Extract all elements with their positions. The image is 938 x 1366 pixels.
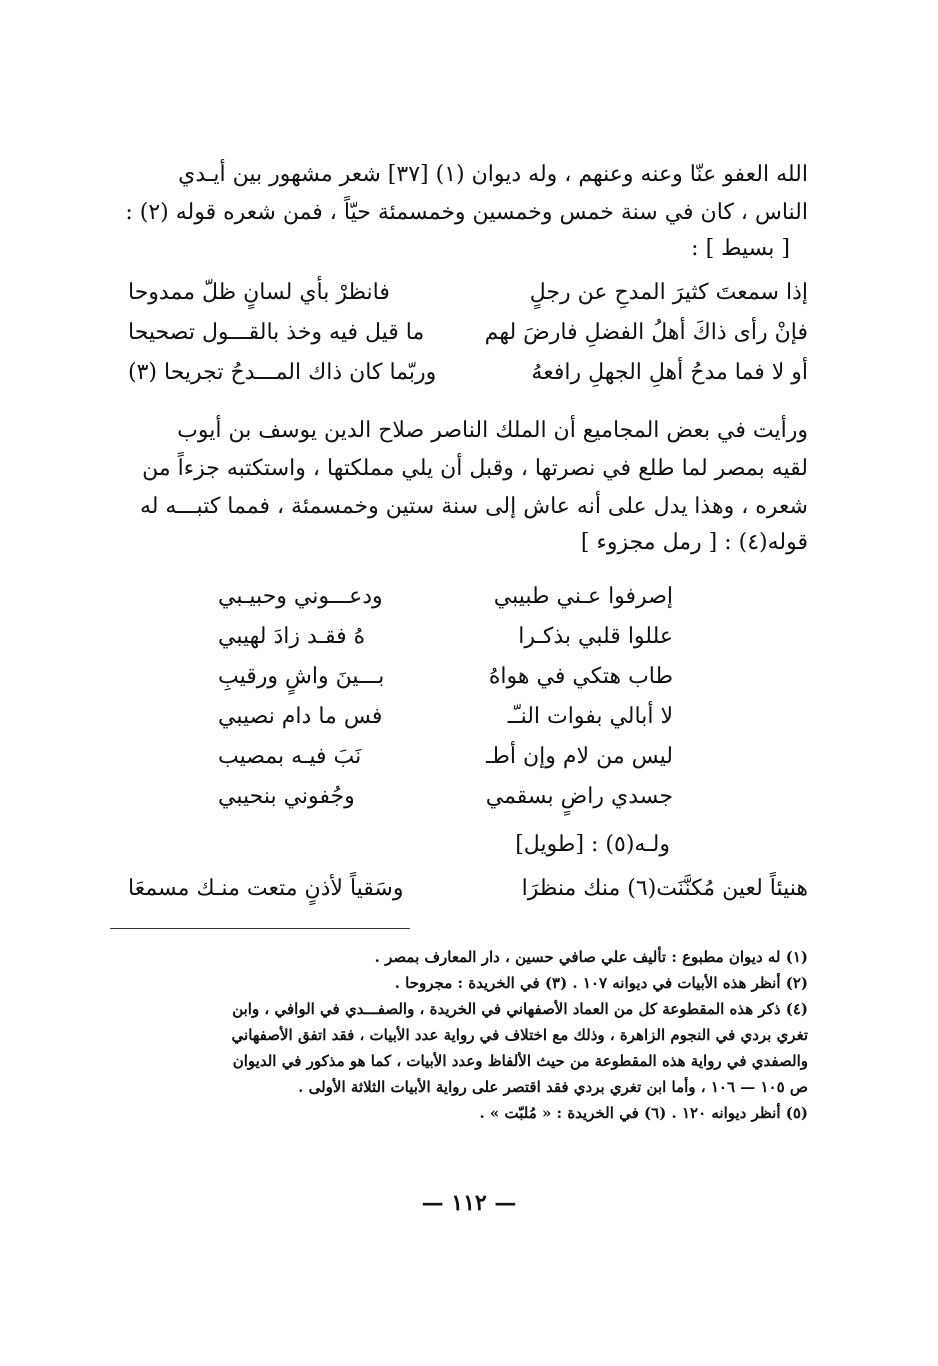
poem2-verse <box>218 784 673 824</box>
verse-first-hemistich: هنيئاً لعين مُكنَّنَت(٦) منك منظرَا <box>521 876 808 901</box>
footnote-line: (١) له ديوان مطبوع : تأليف علي صافي حسين ، دار المعارف بمصر . <box>374 948 808 966</box>
verse-first-hemistich: إصرفوا عـني طبيبي <box>493 584 673 609</box>
prose-paragraph <box>128 412 808 526</box>
verse-second-hemistich: ودعـــوني وحبيـبي <box>218 584 383 609</box>
footnote-line: والصفدي في رواية هذه المقطوعة من حيث الألفاظ وعدد الأبيات ، كما هو مذكور في الديوان <box>232 1052 808 1070</box>
poem2-verse <box>218 584 673 624</box>
verse-first-hemistich: ليس من لام وإن أطـ <box>485 744 673 769</box>
poem3-verse <box>128 876 808 914</box>
verse-second-hemistich: وجُفوني بنحيبي <box>218 784 355 809</box>
poem1-verse <box>128 280 808 318</box>
verse-first-hemistich: عللوا قلبي بذكـرا <box>518 624 673 649</box>
footnote-line: (٥) أنظر ديوانه ١٢٠ . (٦) في الخريدة : « مُلبّت » . <box>479 1104 808 1122</box>
poem1-verse <box>128 360 808 398</box>
verse-second-hemistich: نَبَ فيـه بمصيب <box>218 744 362 769</box>
poem2-verse <box>218 704 673 744</box>
verse-second-hemistich: وسَقياً لأذنٍ متعت منـك مسمعَا <box>128 876 404 901</box>
verse-second-hemistich: هُ فقـد زادَ لهيبي <box>218 624 366 649</box>
verse-second-hemistich: ما قيل فيه وخذ بالقـــول تصحيحا <box>128 320 425 345</box>
footnote-divider <box>110 928 410 929</box>
footnote-line: تغري بردي في النجوم الزاهرة ، وذلك مع اختلاف في رواية عدد الأبيات ، فقد اتفق الأصفهاني <box>231 1026 808 1044</box>
poem2-verse <box>218 744 673 784</box>
page-number: — ١١٢ — <box>421 1190 517 1216</box>
verse-first-hemistich: إذا سمعتَ كثيرَ المدحِ عن رجلٍ <box>529 280 808 305</box>
meter-label-basit: [ بسيط ] : <box>691 236 790 261</box>
intro-paragraph <box>125 156 808 232</box>
prose-line: ورأيت في بعض المجاميع أن الملك الناصر صلاح الدين يوسف بن أيوب <box>177 418 808 443</box>
verse-second-hemistich: بـــينَ واشٍ ورقيبِ <box>218 664 385 689</box>
prose-line: لقيه بمصر لما طلع في نصرتها ، وقبل أن يلي مملكتها ، واستكتبه جزءاً من <box>142 456 808 481</box>
intro-line: الله العفو عنّا وعنه وعنهم ، وله ديوان (١) [٣٧] شعر مشهور بين أيـدي <box>178 162 808 187</box>
verse-second-hemistich: فانظرْ بأي لسانٍ ظلّ ممدوحا <box>128 280 390 305</box>
prose-line: شعره ، وهذا يدل على أنه عاش إلى سنة ستين وخمسمئة ، فمما كتبـــه له <box>139 494 808 519</box>
verse-first-hemistich: طاب هتكي في هواهُ <box>488 664 673 689</box>
meter-label-ramal: قوله(٤) : [ رمل مجزوء ] <box>580 530 808 555</box>
intro-line: الناس ، كان في سنة خمس وخمسين وخمسمئة حيّاً ، فمن شعره قوله (٢) : <box>125 200 808 225</box>
verse-first-hemistich: فإنْ رأى ذاكَ أهلُ الفضلِ فارضَ لهم <box>484 320 808 345</box>
verse-first-hemistich: لا أبالي بفوات النـّـ <box>507 704 673 729</box>
footnote-line: (٢) أنظر هذه الأبيات في ديوانه ١٠٧ . (٣) في الخريدة : مجروحا . <box>394 974 808 992</box>
footnotes <box>118 944 808 1126</box>
poem2-verse <box>218 664 673 704</box>
verse-first-hemistich: أو لا فما مدحُ أهلِ الجهلِ رافعهُ <box>531 360 808 385</box>
meter-label-tawil: ولـه(٥) : [طويل] <box>515 832 670 857</box>
poem1-verse <box>128 320 808 358</box>
footnote-line: (٤) ذكر هذه المقطوعة كل من العماد الأصفهاني في الخريدة ، والصفـــدي في الوافي ، وابن <box>232 1000 808 1018</box>
verse-second-hemistich: فس ما دام نصيبي <box>218 704 383 729</box>
poem2-verse <box>218 624 673 664</box>
verse-first-hemistich: جسدي راضٍ بسقمي <box>485 784 673 809</box>
footnote-line: ص ١٠٥ — ١٠٦ ، وأما ابن تغري بردي فقد اقتصر على رواية الأبيات الثلاثة الأولى . <box>298 1078 808 1096</box>
verse-second-hemistich: وربّما كان ذاك المـــدحُ تجريحا (٣) <box>128 360 437 385</box>
